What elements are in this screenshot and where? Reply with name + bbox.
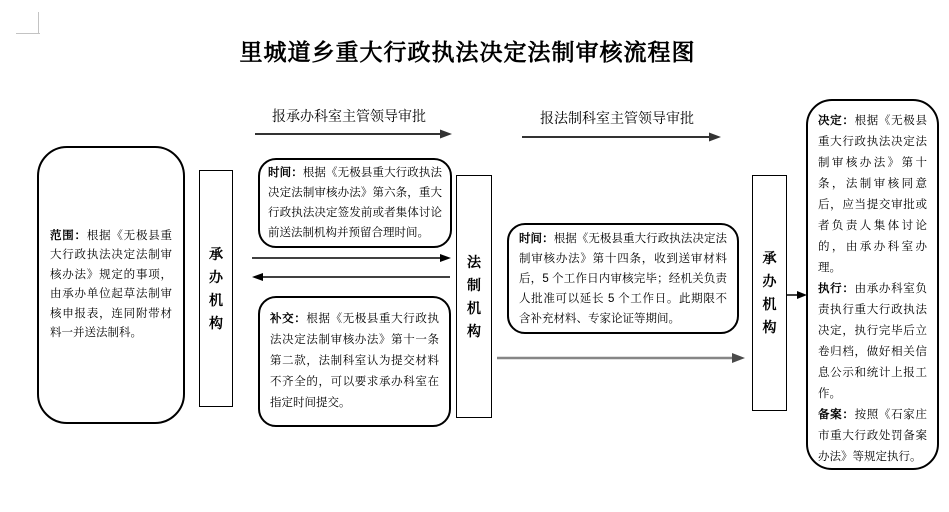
supplement-text: 根据《无极县重大行政执法决定法制审核办法》第十一条第二款，法制科室认为提交材料不齐全的，可以要求承办科室在指定时间提交。 — [270, 313, 440, 409]
org-box-legal — [456, 175, 492, 418]
arrow-report-undertaker-approval — [255, 130, 452, 139]
arrow-label-undertaker-approval: 报承办科室主管领导审批 — [272, 108, 426, 124]
arrow-legal-to-undertaker — [497, 353, 745, 363]
supplement-box — [258, 296, 451, 427]
arrow-to-decision — [787, 291, 807, 299]
execution-text: 由承办科室负责执行重大行政执法决定，执行完毕后立卷归档，做好相关信息公示和统计上报工作。 — [818, 283, 927, 400]
supplement-label: 补交： — [270, 313, 307, 325]
time-submit-label: 时间： — [268, 167, 303, 179]
arrow-report-legal-approval — [522, 133, 721, 142]
decision-box — [806, 99, 939, 470]
filing-text: 按照《石家庄市重大行政处罚备案办法》等规定执行。 — [818, 409, 927, 463]
scope-label: 范围： — [50, 229, 87, 242]
execution-label: 执行： — [818, 283, 855, 295]
arrow-return-to-undertaker — [252, 273, 450, 281]
org-legal-label: 法制机构 — [467, 253, 481, 339]
decision-label: 决定： — [818, 115, 855, 127]
org-undertaker-1-label: 承办机构 — [209, 245, 223, 331]
time-submit-text: 根据《无极县重大行政执法决定法制审核办法》第六条，重大行政执法决定签发前或者集体讨论前送法制机构并预留合理时间。 — [268, 167, 443, 239]
arrow-label-legal-approval: 报法制科室主管领导审批 — [540, 110, 694, 126]
time-review-text: 根据《无极县重大行政执法决定法制审核办法》第十四条，收到送审材料后，5 个工作日内审核完毕；经机关负责人批准可以延长 5 个工作日。此期限不含补充材料、专家论证等期间。 — [519, 232, 728, 325]
time-review-label: 时间： — [519, 232, 554, 245]
scope-text: 根据《无极县重大行政执法决定法制审核办法》规定的事项，由承办单位起草法制审核申报表，连同附带材料一并送法制科。 — [50, 229, 173, 339]
org-box-undertaker-1 — [199, 170, 233, 407]
org-box-undertaker-2 — [752, 175, 787, 411]
time-review-box — [507, 223, 739, 334]
arrow-send-to-legal — [252, 254, 451, 262]
org-undertaker-2-label: 承办机构 — [762, 250, 777, 335]
decision-text: 根据《无极县重大行政执法决定法制审核办法》第十条，法制审核同意后，应当提交审批或者负责人集体讨论的，由承办科室办理。 — [818, 115, 927, 274]
table-corner-mark — [38, 12, 39, 34]
page-title: 里城道乡重大行政执法决定法制审核流程图 — [239, 39, 696, 65]
scope-box — [37, 146, 185, 424]
filing-label: 备案： — [818, 409, 855, 421]
time-submit-box — [258, 158, 452, 248]
